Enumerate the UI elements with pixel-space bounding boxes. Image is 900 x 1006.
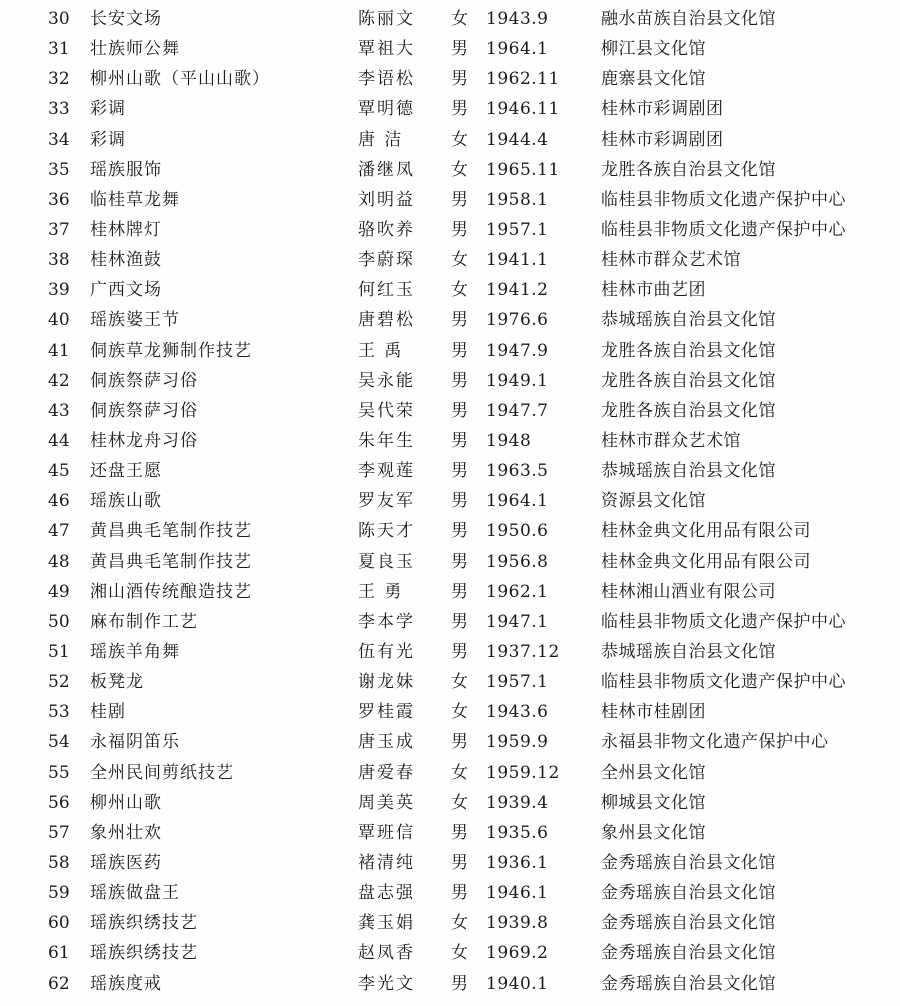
- row-number: 42: [48, 370, 70, 391]
- gender: 男: [451, 973, 468, 994]
- gender: 男: [451, 551, 468, 572]
- work-unit: 临桂县非物质文化遗产保护中心: [601, 672, 846, 693]
- row-number: 50: [48, 611, 70, 632]
- gender: 女: [451, 129, 468, 150]
- work-unit: 融水苗族自治县文化馆: [601, 9, 776, 29]
- table-row: [0, 155, 900, 185]
- table-row: [0, 788, 900, 818]
- inheritor-name: 吴代荣: [358, 400, 415, 421]
- inheritor-name: 骆吹养: [358, 219, 415, 240]
- project-name: 瑶族织绣技艺: [90, 943, 198, 964]
- birth-date: 1944.4: [486, 129, 549, 150]
- row-number: 48: [48, 551, 70, 572]
- birth-date: 1943.6: [486, 702, 549, 723]
- inheritor-name: 唐 洁: [358, 129, 404, 150]
- table-row: [0, 547, 900, 577]
- row-number: 30: [48, 9, 70, 29]
- inheritor-name: 李语松: [358, 69, 415, 90]
- inheritor-name: 李观莲: [358, 461, 415, 482]
- inheritor-name: 谢龙妹: [358, 672, 415, 693]
- work-unit: 临桂县非物质文化遗产保护中心: [601, 219, 846, 240]
- inheritor-name: 唐爱春: [358, 762, 415, 783]
- work-unit: 金秀瑶族自治县文化馆: [601, 943, 776, 964]
- project-name: 彩调: [90, 99, 126, 120]
- row-number: 39: [48, 280, 70, 301]
- inheritor-name: 夏良玉: [358, 551, 415, 572]
- table-row: [0, 215, 900, 245]
- birth-date: 1941.1: [486, 250, 549, 271]
- gender: 女: [451, 762, 468, 783]
- inheritor-name: 龚玉娟: [358, 913, 415, 934]
- table-row: [0, 938, 900, 968]
- birth-date: 1965.11: [486, 159, 560, 180]
- project-name: 桂林龙舟习俗: [90, 430, 198, 451]
- gender: 男: [451, 883, 468, 904]
- project-name: 侗族祭萨习俗: [90, 400, 198, 421]
- gender: 女: [451, 250, 468, 271]
- birth-date: 1958.1: [486, 189, 549, 210]
- gender: 女: [451, 792, 468, 813]
- gender: 男: [451, 69, 468, 90]
- table-row: [0, 908, 900, 938]
- work-unit: 龙胜各族自治县文化馆: [601, 370, 776, 391]
- table-row: [0, 577, 900, 607]
- birth-date: 1964.1: [486, 39, 549, 60]
- work-unit: 桂林金典文化用品有限公司: [601, 551, 811, 572]
- project-name: 象州壮欢: [90, 822, 162, 843]
- project-name: 还盘王愿: [90, 461, 162, 482]
- work-unit: 象州县文化馆: [601, 822, 706, 843]
- inheritor-name: 陈丽文: [358, 9, 415, 29]
- project-name: 壮族师公舞: [90, 39, 180, 60]
- gender: 男: [451, 641, 468, 662]
- birth-date: 1957.1: [486, 672, 549, 693]
- inheritor-name: 盘志强: [358, 883, 415, 904]
- work-unit: 桂林市曲艺团: [601, 280, 706, 301]
- table-row: [0, 697, 900, 727]
- row-number: 55: [48, 762, 70, 783]
- inheritor-name: 覃班信: [358, 822, 415, 843]
- table-row: [0, 848, 900, 878]
- table-row: [0, 456, 900, 486]
- row-number: 62: [48, 973, 70, 994]
- gender: 男: [451, 852, 468, 873]
- work-unit: 金秀瑶族自治县文化馆: [601, 852, 776, 873]
- row-number: 61: [48, 943, 70, 964]
- gender: 男: [451, 400, 468, 421]
- inheritor-name: 周美英: [358, 792, 415, 813]
- birth-date: 1956.8: [486, 551, 549, 572]
- inheritor-name: 唐碧松: [358, 310, 415, 331]
- birth-date: 1976.6: [486, 310, 549, 331]
- inheritor-name: 覃明德: [358, 99, 415, 120]
- gender: 男: [451, 732, 468, 753]
- row-number: 57: [48, 822, 70, 843]
- project-name: 彩调: [90, 129, 126, 150]
- birth-date: 1946.1: [486, 883, 549, 904]
- inheritor-name: 刘明益: [358, 189, 415, 210]
- row-number: 49: [48, 581, 70, 602]
- gender: 女: [451, 943, 468, 964]
- inheritor-name: 朱年生: [358, 430, 415, 451]
- row-number: 35: [48, 159, 70, 180]
- gender: 男: [451, 310, 468, 331]
- row-number: 34: [48, 129, 70, 150]
- birth-date: 1962.1: [486, 581, 549, 602]
- row-number: 56: [48, 792, 70, 813]
- inheritor-name: 李光文: [358, 973, 415, 994]
- birth-date: 1969.2: [486, 943, 549, 964]
- table-row: [0, 818, 900, 848]
- project-name: 湘山酒传统酿造技艺: [90, 581, 252, 602]
- project-name: 永福阴笛乐: [90, 732, 180, 753]
- table-row: [0, 969, 900, 999]
- work-unit: 龙胜各族自治县文化馆: [601, 340, 776, 361]
- row-number: 54: [48, 732, 70, 753]
- work-unit: 全州县文化馆: [601, 762, 706, 783]
- work-unit: 金秀瑶族自治县文化馆: [601, 883, 776, 904]
- table-row: [0, 305, 900, 335]
- birth-date: 1937.12: [486, 641, 560, 662]
- table-row: [0, 94, 900, 124]
- birth-date: 1935.6: [486, 822, 549, 843]
- row-number: 38: [48, 250, 70, 271]
- work-unit: 金秀瑶族自治县文化馆: [601, 973, 776, 994]
- birth-date: 1936.1: [486, 852, 549, 873]
- gender: 男: [451, 461, 468, 482]
- row-number: 37: [48, 219, 70, 240]
- row-number: 31: [48, 39, 70, 60]
- project-name: 黄昌典毛笔制作技艺: [90, 551, 252, 572]
- work-unit: 恭城瑶族自治县文化馆: [601, 461, 776, 482]
- birth-date: 1941.2: [486, 280, 549, 301]
- gender: 男: [451, 521, 468, 542]
- table-row: [0, 727, 900, 757]
- birth-date: 1949.1: [486, 370, 549, 391]
- project-name: 瑶族做盘王: [90, 883, 180, 904]
- birth-date: 1940.1: [486, 973, 549, 994]
- row-number: 60: [48, 913, 70, 934]
- table-row: [0, 34, 900, 64]
- work-unit: 桂林市彩调剧团: [601, 99, 724, 120]
- gender: 女: [451, 913, 468, 934]
- work-unit: 桂林市桂剧团: [601, 702, 706, 723]
- inheritor-name: 罗友军: [358, 491, 415, 512]
- birth-date: 1939.4: [486, 792, 549, 813]
- project-name: 桂林牌灯: [90, 219, 162, 240]
- birth-date: 1943.9: [486, 9, 549, 29]
- table-row: [0, 185, 900, 215]
- row-number: 44: [48, 430, 70, 451]
- gender: 男: [451, 370, 468, 391]
- table-row: [0, 878, 900, 908]
- work-unit: 桂林金典文化用品有限公司: [601, 521, 811, 542]
- gender: 男: [451, 340, 468, 361]
- row-number: 40: [48, 310, 70, 331]
- birth-date: 1964.1: [486, 491, 549, 512]
- gender: 男: [451, 189, 468, 210]
- gender: 男: [451, 581, 468, 602]
- birth-date: 1962.11: [486, 69, 560, 90]
- inheritor-name: 何红玉: [358, 280, 415, 301]
- work-unit: 柳城县文化馆: [601, 792, 706, 813]
- row-number: 53: [48, 702, 70, 723]
- work-unit: 金秀瑶族自治县文化馆: [601, 913, 776, 934]
- table-row: [0, 336, 900, 366]
- project-name: 板凳龙: [90, 672, 144, 693]
- row-number: 59: [48, 883, 70, 904]
- project-name: 麻布制作工艺: [90, 611, 198, 632]
- table-row: [0, 758, 900, 788]
- project-name: 瑶族医药: [90, 852, 162, 873]
- birth-date: 1948: [486, 430, 532, 451]
- row-number: 51: [48, 641, 70, 662]
- birth-date: 1947.7: [486, 400, 549, 421]
- work-unit: 龙胜各族自治县文化馆: [601, 159, 776, 180]
- table-row: [0, 607, 900, 637]
- inheritor-name: 潘继凤: [358, 159, 415, 180]
- birth-date: 1957.1: [486, 219, 549, 240]
- birth-date: 1939.8: [486, 913, 549, 934]
- inheritor-name: 伍有光: [358, 641, 415, 662]
- table-row: [0, 667, 900, 697]
- inheritor-name: 覃祖大: [358, 39, 415, 60]
- work-unit: 鹿寨县文化馆: [601, 69, 706, 90]
- inheritor-name: 褚清纯: [358, 852, 415, 873]
- table-row: [0, 637, 900, 667]
- gender: 男: [451, 39, 468, 60]
- birth-date: 1946.11: [486, 99, 560, 120]
- birth-date: 1947.9: [486, 340, 549, 361]
- row-number: 41: [48, 340, 70, 361]
- project-name: 广西文场: [90, 280, 162, 301]
- gender: 男: [451, 611, 468, 632]
- birth-date: 1950.6: [486, 521, 549, 542]
- gender: 男: [451, 430, 468, 451]
- inheritor-name: 王 勇: [358, 581, 404, 602]
- gender: 女: [451, 9, 468, 29]
- row-number: 43: [48, 400, 70, 421]
- gender: 男: [451, 822, 468, 843]
- birth-date: 1959.12: [486, 762, 560, 783]
- table-row: [0, 366, 900, 396]
- row-number: 36: [48, 189, 70, 210]
- inheritor-name: 王 禹: [358, 340, 404, 361]
- work-unit: 桂林市彩调剧团: [601, 129, 724, 150]
- table-row: [0, 4, 900, 34]
- inheritor-name: 吴永能: [358, 370, 415, 391]
- project-name: 长安文场: [90, 9, 162, 29]
- table-row: [0, 275, 900, 305]
- gender: 男: [451, 99, 468, 120]
- inheritor-table: [0, 4, 900, 999]
- table-row: [0, 396, 900, 426]
- project-name: 瑶族山歌: [90, 491, 162, 512]
- work-unit: 恭城瑶族自治县文化馆: [601, 310, 776, 331]
- table-row: [0, 426, 900, 456]
- work-unit: 桂林湘山酒业有限公司: [601, 581, 776, 602]
- gender: 女: [451, 159, 468, 180]
- row-number: 58: [48, 852, 70, 873]
- table-row: [0, 486, 900, 516]
- work-unit: 资源县文化馆: [601, 491, 706, 512]
- table-row: [0, 516, 900, 546]
- project-name: 瑶族羊角舞: [90, 641, 180, 662]
- project-name: 桂林渔鼓: [90, 250, 162, 271]
- table-row: [0, 125, 900, 155]
- project-name: 柳州山歌: [90, 792, 162, 813]
- table-row: [0, 245, 900, 275]
- birth-date: 1963.5: [486, 461, 549, 482]
- project-name: 临桂草龙舞: [90, 189, 180, 210]
- work-unit: 龙胜各族自治县文化馆: [601, 400, 776, 421]
- gender: 男: [451, 219, 468, 240]
- row-number: 47: [48, 521, 70, 542]
- inheritor-name: 赵凤香: [358, 943, 415, 964]
- work-unit: 临桂县非物质文化遗产保护中心: [601, 611, 846, 632]
- project-name: 瑶族度戒: [90, 973, 162, 994]
- project-name: 全州民间剪纸技艺: [90, 762, 234, 783]
- project-name: 瑶族婆王节: [90, 310, 180, 331]
- project-name: 桂剧: [90, 702, 126, 723]
- inheritor-name: 罗桂霞: [358, 702, 415, 723]
- project-name: 侗族草龙狮制作技艺: [90, 340, 252, 361]
- row-number: 45: [48, 461, 70, 482]
- gender: 女: [451, 702, 468, 723]
- row-number: 52: [48, 672, 70, 693]
- inheritor-name: 李本学: [358, 611, 415, 632]
- gender: 女: [451, 672, 468, 693]
- row-number: 46: [48, 491, 70, 512]
- work-unit: 恭城瑶族自治县文化馆: [601, 641, 776, 662]
- inheritor-name: 唐玉成: [358, 732, 415, 753]
- work-unit: 永福县非物文化遗产保护中心: [601, 732, 829, 753]
- project-name: 瑶族织绣技艺: [90, 913, 198, 934]
- project-name: 瑶族服饰: [90, 159, 162, 180]
- project-name: 柳州山歌（平山山歌）: [90, 69, 270, 90]
- work-unit: 桂林市群众艺术馆: [601, 250, 741, 271]
- gender: 男: [451, 491, 468, 512]
- inheritor-name: 李蔚琛: [358, 250, 415, 271]
- work-unit: 临桂县非物质文化遗产保护中心: [601, 189, 846, 210]
- gender: 女: [451, 280, 468, 301]
- work-unit: 柳江县文化馆: [601, 39, 706, 60]
- row-number: 32: [48, 69, 70, 90]
- birth-date: 1959.9: [486, 732, 549, 753]
- project-name: 侗族祭萨习俗: [90, 370, 198, 391]
- row-number: 33: [48, 99, 70, 120]
- table-row: [0, 64, 900, 94]
- project-name: 黄昌典毛笔制作技艺: [90, 521, 252, 542]
- inheritor-name: 陈天才: [358, 521, 415, 542]
- birth-date: 1947.1: [486, 611, 549, 632]
- work-unit: 桂林市群众艺术馆: [601, 430, 741, 451]
